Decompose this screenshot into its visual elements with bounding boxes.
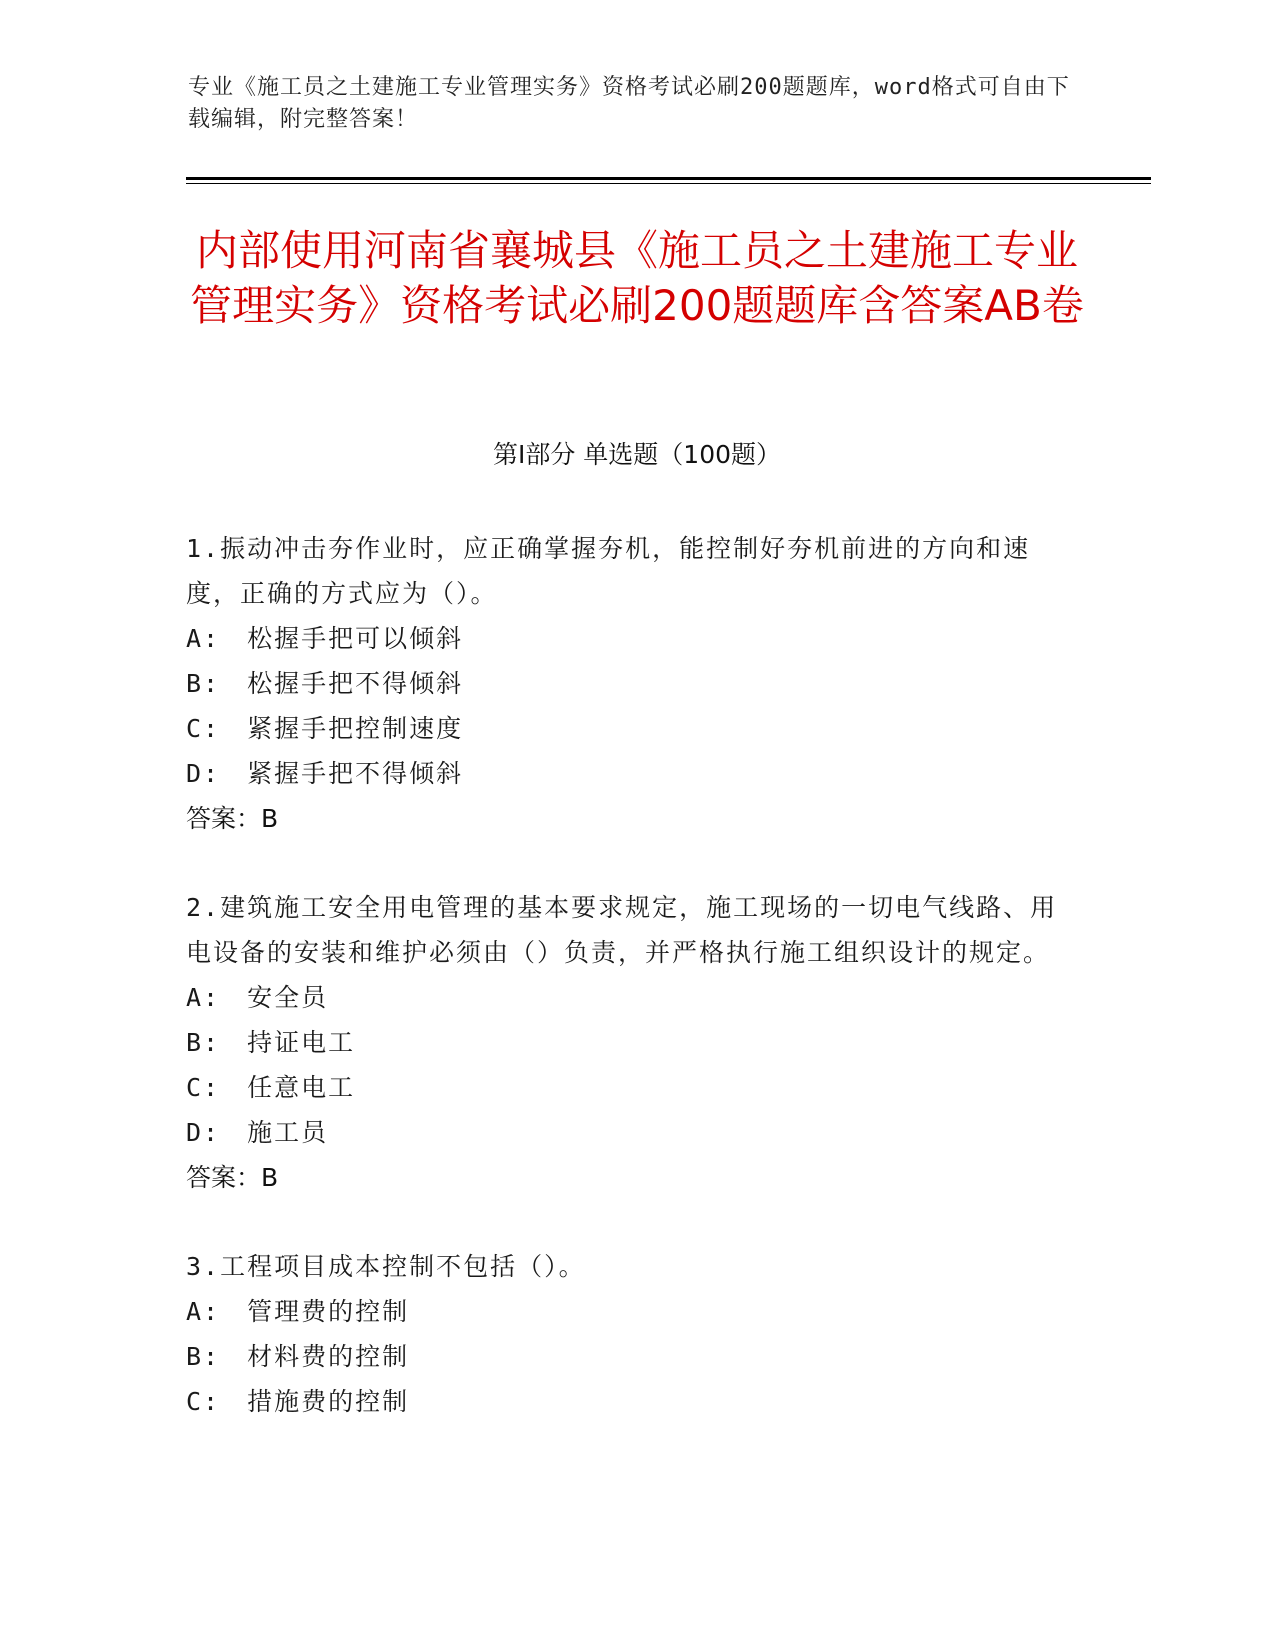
header-rule-thick: [186, 177, 1151, 180]
question-3: [186, 1244, 1066, 1424]
question-1: [186, 526, 1066, 842]
option-b: B: 材料费的控制: [186, 1342, 410, 1371]
question-stem: 1.振动冲击夯作业时，应正确掌握夯机，能控制好夯机前进的方向和速度，正确的方式应为（）。: [186, 534, 1031, 608]
document-title: 内部使用河南省襄城县《施工员之土建施工专业管理实务》资格考试必刷200题题库含答案AB卷: [190, 226, 1084, 330]
option-b: B: 持证电工: [186, 1028, 356, 1057]
answer: 答案：B: [186, 804, 279, 833]
option-c: C: 紧握手把控制速度: [186, 714, 464, 743]
option-c: C: 任意电工: [186, 1073, 356, 1102]
option-a: A: 安全员: [186, 983, 329, 1012]
answer: 答案：B: [186, 1163, 279, 1192]
header-note: 专业《施工员之土建施工专业管理实务》资格考试必刷200题题库，word格式可自由下载编辑，附完整答案！: [188, 75, 1070, 132]
question-stem: 3.工程项目成本控制不包括（）。: [186, 1252, 586, 1281]
option-b: B: 松握手把不得倾斜: [186, 669, 464, 698]
question-list: [186, 526, 1066, 1467]
section-heading: 第I部分 单选题（100题）: [492, 440, 782, 469]
question-2: [186, 885, 1066, 1201]
option-a: A: 松握手把可以倾斜: [186, 624, 464, 653]
header-rule-thin: [186, 183, 1151, 184]
option-a: A: 管理费的控制: [186, 1297, 410, 1326]
option-d: D: 施工员: [186, 1118, 329, 1147]
option-d: D: 紧握手把不得倾斜: [186, 759, 464, 788]
option-c: C: 措施费的控制: [186, 1387, 410, 1416]
question-stem: 2.建筑施工安全用电管理的基本要求规定，施工现场的一切电气线路、用电设备的安装和维护必须由（）负责，并严格执行施工组织设计的规定。: [186, 893, 1058, 967]
